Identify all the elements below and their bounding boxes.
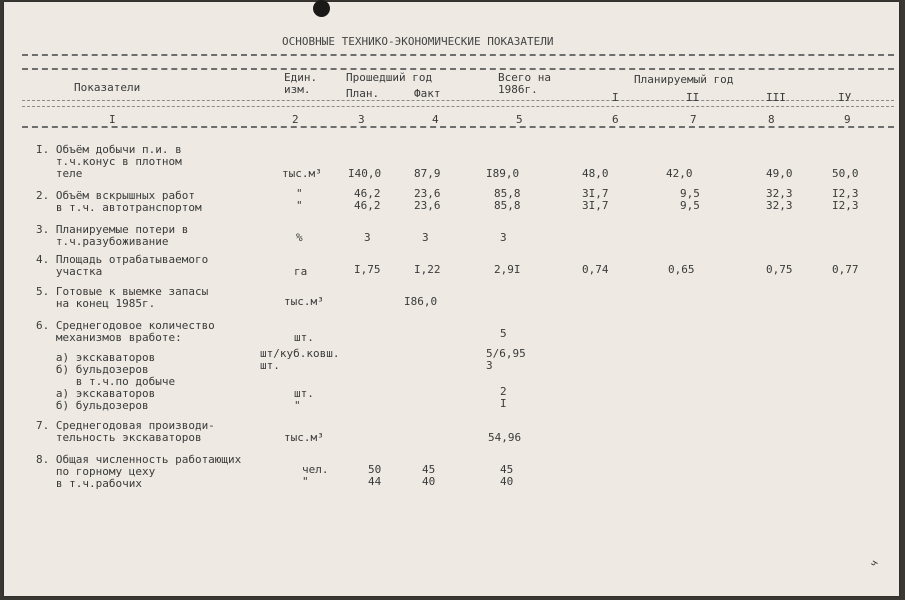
row-total: 5/6,95 3 bbox=[486, 347, 526, 372]
row-label: 3. Планируемые потери в т.ч.разубоживание bbox=[36, 223, 189, 248]
row-total: 5 bbox=[500, 327, 507, 340]
col-number: 3 bbox=[358, 113, 365, 126]
row-fact: 87,9 bbox=[414, 167, 441, 180]
row-q3: 49,0 bbox=[766, 167, 793, 180]
row-q2: 0,65 bbox=[668, 263, 695, 276]
row-q4: I2,3 I2,3 bbox=[832, 187, 859, 212]
row-label: 5. Готовые к выемке запасы на конец 1985г. bbox=[36, 285, 209, 310]
column-number-rule bbox=[22, 126, 894, 128]
row-fact: 23,6 23,6 bbox=[414, 187, 441, 212]
header-q1: I bbox=[612, 91, 619, 104]
header-fact: Факт bbox=[414, 87, 441, 100]
row-plan: 3 bbox=[364, 231, 371, 244]
row-label: 6. Среднегодовое количество механизмов вработе: bbox=[36, 319, 215, 344]
row-q3: 0,75 bbox=[766, 263, 793, 276]
row-q2: 9,5 9,5 bbox=[680, 187, 700, 212]
col-number: 6 bbox=[612, 113, 619, 126]
row-unit: га bbox=[294, 265, 308, 278]
row-total: 2,9I bbox=[494, 263, 521, 276]
header-top-rule bbox=[22, 54, 894, 56]
row-unit: тыс.м³ bbox=[284, 431, 324, 444]
row-label: 2. Объём вскрышных работ в т.ч. автотранспортом bbox=[36, 189, 202, 214]
col-number: 2 bbox=[292, 113, 299, 126]
row-q4: 50,0 bbox=[832, 167, 859, 180]
header-indicators: Показатели bbox=[74, 81, 141, 94]
header-unit: Един. изм. bbox=[284, 71, 318, 96]
header-q3: III bbox=[766, 91, 786, 104]
row-unit: " " bbox=[296, 187, 303, 212]
header-sub-rule bbox=[22, 100, 894, 101]
row-label: 4. Площадь отрабатываемого участка bbox=[36, 253, 209, 278]
row-total: 54,96 bbox=[488, 431, 522, 444]
row-plan: I40,0 bbox=[348, 167, 382, 180]
header-past-year: Прошедший год bbox=[346, 71, 433, 84]
row-label: а) экскаваторов б) бульдозеров в т.ч.по добыче bbox=[55, 351, 176, 388]
row-unit: шт/куб.ковш. шт. bbox=[260, 347, 340, 372]
row-q1: 48,0 bbox=[582, 167, 609, 180]
row-plan: 46,2 46,2 bbox=[354, 187, 381, 212]
row-label: I. Объём добычи п.и. в т.ч.конус в плотном теле bbox=[36, 143, 182, 180]
row-unit: шт. bbox=[294, 331, 314, 344]
row-unit: чел. " bbox=[302, 463, 329, 488]
header-plan: План. bbox=[346, 87, 380, 100]
header-planned-year: Планируемый год bbox=[634, 73, 734, 86]
col-number: 9 bbox=[844, 113, 851, 126]
document-title: ОСНОВНЫЕ ТЕХНИКО-ЭКОНОМИЧЕСКИЕ ПОКАЗАТЕЛИ bbox=[282, 35, 554, 48]
row-total: I89,0 bbox=[486, 167, 520, 180]
row-unit: % bbox=[296, 231, 303, 244]
col-number: 4 bbox=[432, 113, 439, 126]
col-number: I bbox=[109, 113, 116, 126]
document-sheet bbox=[4, 2, 899, 596]
row-label: 8. Общая численность работающих по горному цеху в т.ч.рабочих bbox=[36, 453, 242, 490]
row-plan: 50 44 bbox=[368, 463, 382, 488]
col-number: 7 bbox=[690, 113, 697, 126]
row-unit: тыс.м³ bbox=[282, 167, 322, 180]
binder-hole-icon bbox=[313, 0, 330, 17]
row-total: 2 I bbox=[500, 385, 507, 410]
row-fact: I,22 bbox=[414, 263, 441, 276]
col-number: 8 bbox=[768, 113, 775, 126]
header-q4: IУ bbox=[838, 91, 852, 104]
row-total: 3 bbox=[500, 231, 507, 244]
margin-mark: ч bbox=[868, 558, 881, 570]
header-sub-rule-2 bbox=[22, 106, 894, 107]
row-q2: 42,0 bbox=[666, 167, 693, 180]
row-fact: 45 40 bbox=[422, 463, 436, 488]
row-q1: 3I,7 3I,7 bbox=[582, 187, 609, 212]
row-q3: 32,3 32,3 bbox=[766, 187, 793, 212]
row-fact: I86,0 bbox=[404, 295, 438, 308]
row-plan: I,75 bbox=[354, 263, 381, 276]
header-q2: II bbox=[686, 91, 700, 104]
row-q4: 0,77 bbox=[832, 263, 859, 276]
row-q1: 0,74 bbox=[582, 263, 609, 276]
row-label: 7. Среднегодовая производи- тельность экскаваторов bbox=[36, 419, 215, 444]
row-label: а) экскаваторов б) бульдозеров bbox=[55, 387, 156, 412]
row-fact: 3 bbox=[422, 231, 429, 244]
col-number: 5 bbox=[516, 113, 523, 126]
row-unit: шт. " bbox=[294, 387, 314, 412]
row-total: 45 40 bbox=[500, 463, 514, 488]
header-rule bbox=[22, 68, 894, 70]
row-unit: тыс.м³ bbox=[284, 295, 324, 308]
row-total: 85,8 85,8 bbox=[494, 187, 521, 212]
header-total: Всего на 1986г. bbox=[498, 71, 551, 96]
